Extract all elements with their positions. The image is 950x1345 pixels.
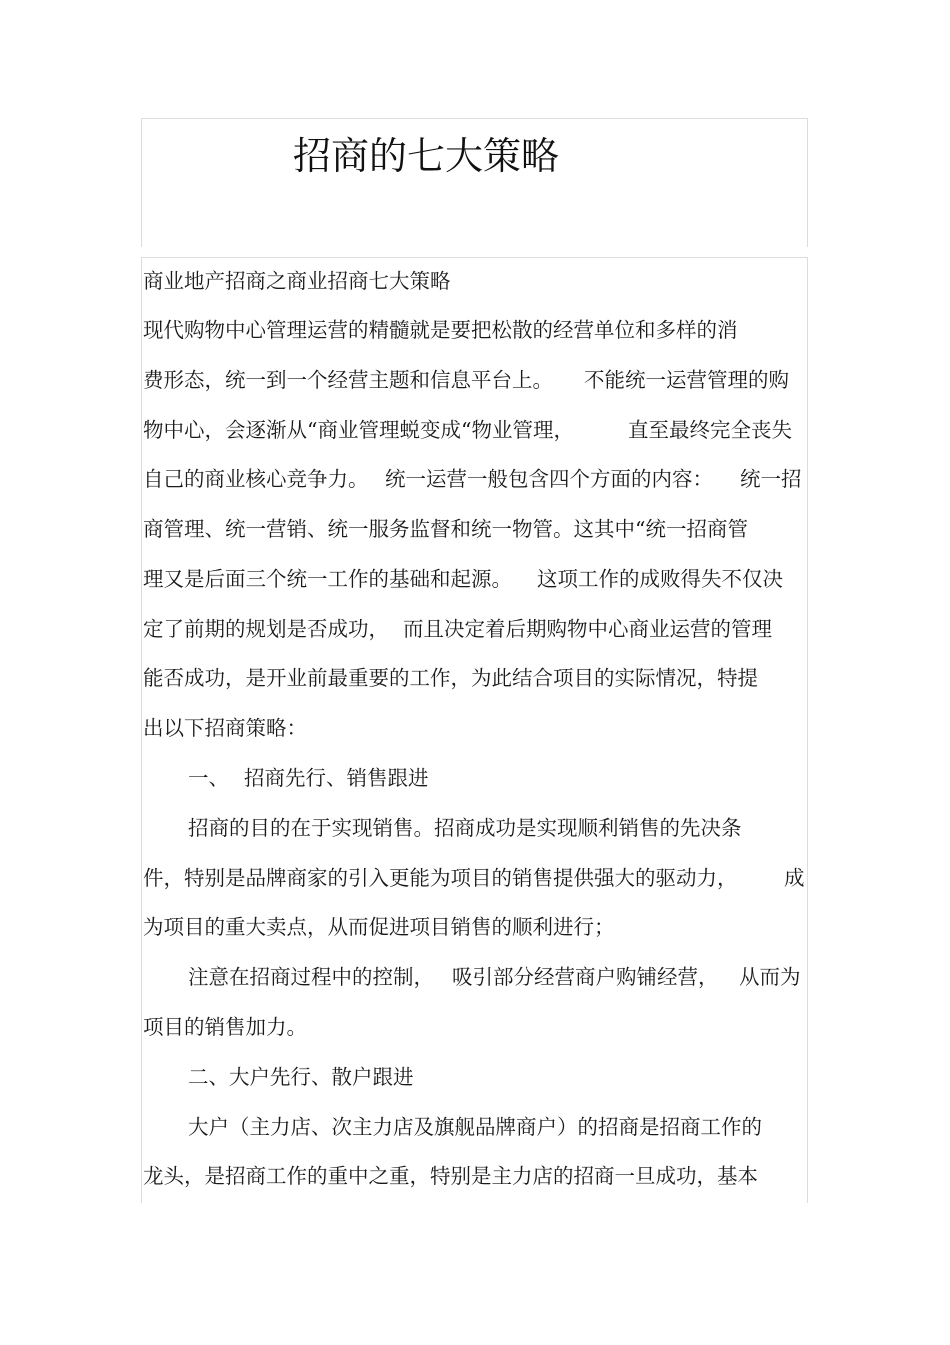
paragraph-line: 而且决定着后期购物中心商业运营的管理: [403, 617, 772, 641]
paragraph-line: 成: [784, 866, 805, 890]
paragraph-line: 理又是后面三个统一工作的基础和起源。: [143, 567, 512, 591]
section-heading: 招商先行、销售跟进: [244, 766, 429, 790]
paragraph-line: 直至最终完全丧失: [628, 418, 792, 442]
subtitle-line: 商业地产招商之商业招商七大策略: [143, 269, 451, 293]
paragraph-line: 统一招: [740, 467, 802, 491]
paragraph-line: 不能统一运营管理的购: [584, 368, 789, 392]
paragraph-line: 出以下招商策略：: [143, 716, 307, 740]
paragraph-line: 注意在招商过程中的控制，: [188, 965, 434, 989]
paragraph-line: 件，特别是品牌商家的引入更能为项目的销售提供强大的驱动力，: [143, 866, 738, 890]
section-heading: 二、大户先行、散户跟进: [188, 1065, 414, 1089]
paragraph-line: 自己的商业核心竞争力。: [143, 467, 369, 491]
paragraph-line: 物中心，会逐渐从“商业管理蜕变成“物业管理，: [143, 418, 574, 442]
paragraph-line: 从而为: [739, 965, 801, 989]
paragraph-line: 招商的目的在于实现销售。招商成功是实现顺利销售的先决条: [188, 816, 742, 840]
paragraph-line: 吸引部分经营商户购铺经营，: [452, 965, 719, 989]
section-number: 一、: [188, 766, 229, 790]
paragraph-line: 定了前期的规划是否成功，: [143, 617, 389, 641]
paragraph-line: 龙头，是招商工作的重中之重，特别是主力店的招商一旦成功，基本: [143, 1164, 758, 1188]
paragraph-line: 现代购物中心管理运营的精髓就是要把松散的经营单位和多样的消: [143, 318, 738, 342]
paragraph-line: 项目的销售加力。: [143, 1015, 307, 1039]
document-title: 招商的七大策略: [293, 134, 560, 178]
paragraph-line: 大户（主力店、次主力店及旗舰品牌商户）的招商是招商工作的: [188, 1115, 762, 1139]
paragraph-line: 为项目的重大卖点，从而促进项目销售的顺利进行；: [143, 915, 615, 939]
paragraph-line: 费形态，统一到一个经营主题和信息平台上。: [143, 368, 553, 392]
paragraph-line: 商管理、统一营销、统一服务监督和统一物管。这其中“统一招商管: [143, 517, 748, 541]
paragraph-line: 能否成功，是开业前最重要的工作，为此结合项目的实际情况，特提: [143, 666, 758, 690]
paragraph-line: 统一运营一般包含四个方面的内容：: [385, 467, 713, 491]
paragraph-line: 这项工作的成败得失不仅决: [537, 567, 783, 591]
